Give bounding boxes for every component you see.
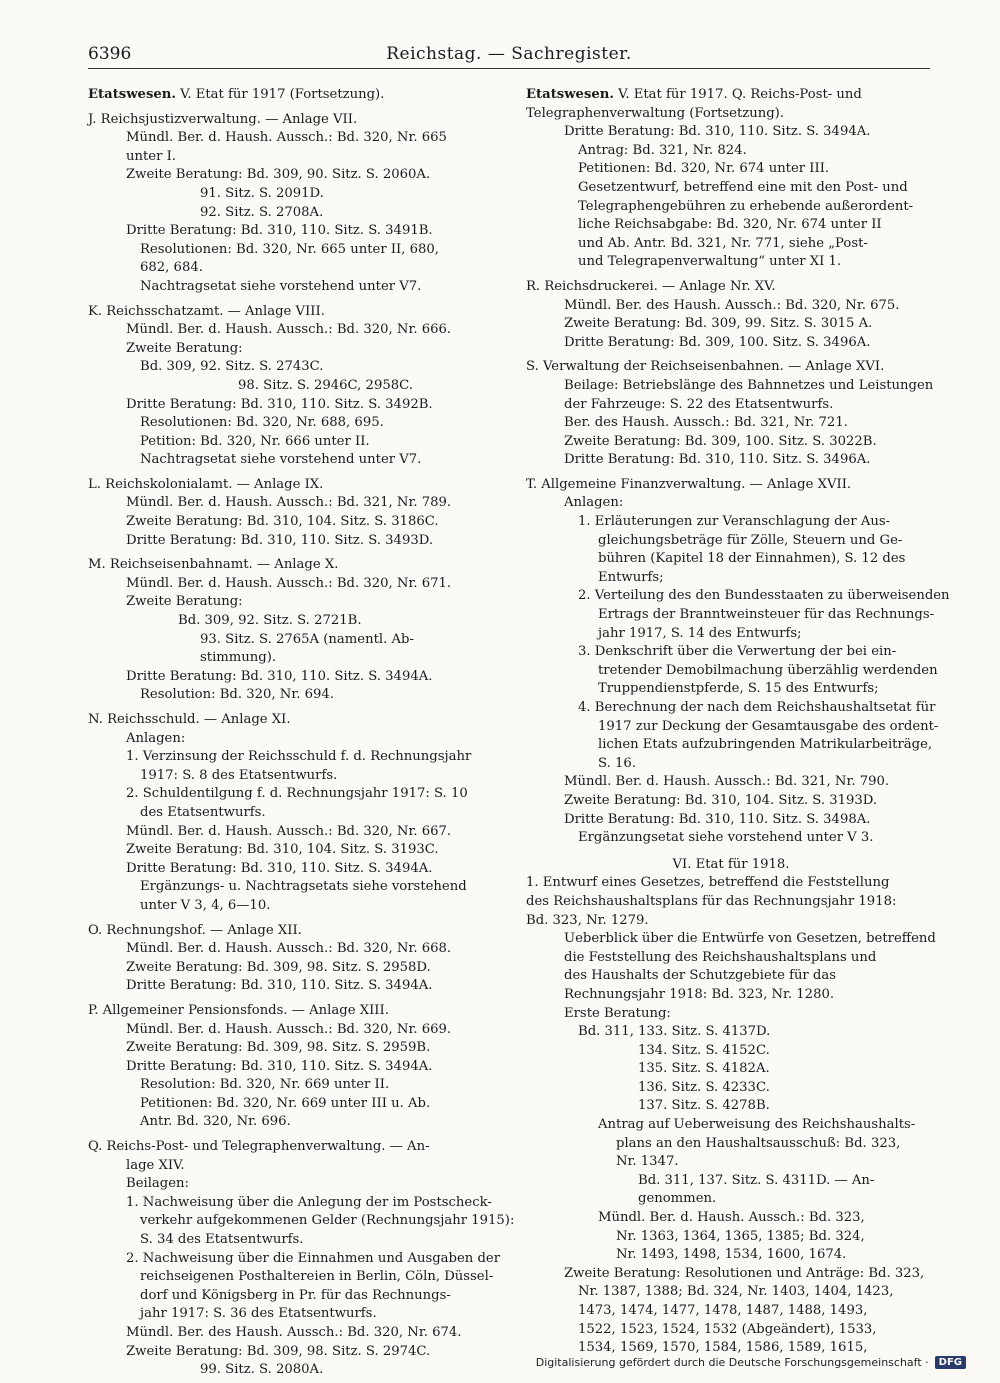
footer-text: Digitalisierung gefördert durch die Deutsche Forschungsgemeinschaft ·: [535, 1356, 929, 1369]
text-line: Zweite Beratung: Bd. 309, 98. Sitz. S. 2959B.: [126, 1040, 431, 1056]
text-line: Petitionen: Bd. 320, Nr. 674 unter III.: [578, 161, 830, 177]
text-line: Nr. 1387, 1388; Bd. 324, Nr. 1403, 1404, 1423,: [578, 1284, 894, 1300]
page-header: [88, 40, 930, 66]
text-line: Entwurfs;: [598, 569, 664, 585]
left-column: [88, 86, 515, 1380]
text-line: verkehr aufgekommenen Gelder (Rechnungsjahr 1915):: [140, 1213, 515, 1229]
text-line: 1. Erläuterungen zur Veranschlagung der Aus-: [578, 514, 891, 530]
text-line: 1. Nachweisung über die Anlegung der im Postscheck-: [126, 1194, 492, 1210]
text-line: T. Allgemeine Finanzverwaltung. — Anlage XVII.: [526, 476, 852, 492]
text-line: Ergänzungsetat siehe vorstehend unter V 3.: [578, 830, 874, 846]
header-rule: [88, 68, 930, 69]
text-line: Dritte Beratung: Bd. 309, 100. Sitz. S. 3496A.: [564, 334, 871, 350]
text-line: Mündl. Ber. des Haush. Aussch.: Bd. 320, Nr. 674.: [126, 1325, 462, 1340]
text-line: 134. Sitz. S. 4152C.: [638, 1042, 770, 1058]
text-line: 1. Entwurf eines Gesetzes, betreffend die Feststellung: [526, 875, 890, 891]
text-line: Rechnungsjahr 1918: Bd. 323, Nr. 1280.: [564, 986, 835, 1002]
text-line: Anlagen:: [564, 495, 624, 511]
text-line: 1917: S. 8 des Etatsentwurfs.: [140, 767, 338, 783]
text-line: Petition: Bd. 320, Nr. 666 unter II.: [140, 433, 370, 449]
text-line: Zweite Beratung:: [126, 594, 243, 610]
text-line: Zweite Beratung:: [126, 340, 243, 356]
text-line: 92. Sitz. S. 2708A.: [200, 204, 324, 220]
text-line: 99. Sitz. S. 2080A.: [200, 1362, 324, 1378]
text-line: S. Verwaltung der Reichseisenbahnen. — Anlage XVI.: [526, 359, 885, 375]
text-line: Beilagen:: [126, 1176, 189, 1192]
text-line: Mündl. Ber. des Haush. Aussch.: Bd. 320, Nr. 675.: [564, 297, 900, 313]
text-line: 91. Sitz. S. 2091D.: [200, 185, 324, 201]
running-title: Reichstag. — Sachregister.: [386, 44, 632, 64]
text-line: bühren (Kapitel 18 der Einnahmen), S. 12 des: [598, 551, 906, 567]
text-line: 93. Sitz. S. 2765A (namentl. Ab-: [200, 631, 414, 647]
text-line: Etatswesen. V. Etat für 1917 (Fortsetzung).: [88, 87, 385, 102]
text-line: Ergänzungs- u. Nachtragsetats siehe vorstehend: [140, 879, 467, 895]
text-line: Resolution: Bd. 320, Nr. 694.: [140, 687, 334, 703]
text-line: Erste Beratung:: [564, 1005, 671, 1021]
text-line: Dritte Beratung: Bd. 310, 110. Sitz. S. 3493D.: [126, 532, 434, 548]
text-line: Bd. 311, 137. Sitz. S. 4311D. — An-: [638, 1172, 875, 1188]
text-line: Q. Reichs-Post- und Telegraphenverwaltung. — An-: [88, 1139, 430, 1155]
text-line: plans an den Haushaltsausschuß: Bd. 323,: [616, 1135, 901, 1151]
text-line: Zweite Beratung: Bd. 309, 100. Sitz. S. 3022B.: [564, 433, 877, 449]
text-line: unter V 3, 4, 6—10.: [140, 897, 271, 913]
text-line: Telegraphenverwaltung (Fortsetzung).: [526, 105, 784, 121]
text-line: Zweite Beratung: Bd. 310, 104. Sitz. S. 3186C.: [126, 514, 439, 530]
text-line: Telegraphengebühren zu erhebende außerordent-: [578, 198, 914, 214]
text-line: 2. Schuldentilgung f. d. Rechnungsjahr 1917: S. 10: [126, 786, 468, 802]
text-line: Mündl. Ber. d. Haush. Aussch.: Bd. 320, Nr. 669.: [126, 1021, 452, 1037]
text-line: 1. Verzinsung der Reichsschuld f. d. Rechnungsjahr: [126, 749, 472, 765]
text-line: Zweite Beratung: Bd. 309, 99. Sitz. S. 3015 A.: [564, 316, 873, 332]
text-line: Zweite Beratung: Bd. 310, 104. Sitz. S. 3193C.: [126, 842, 439, 858]
footer: [536, 1356, 966, 1369]
text-line: Zweite Beratung: Bd. 309, 98. Sitz. S. 2974C.: [126, 1343, 431, 1359]
text-line: S. 16.: [598, 755, 636, 771]
text-line: Zweite Beratung: Bd. 309, 98. Sitz. S. 2958D.: [126, 959, 431, 975]
text-line: Petitionen: Bd. 320, Nr. 669 unter III u. Ab.: [140, 1095, 431, 1111]
text-line: Resolutionen: Bd. 320, Nr. 688, 695.: [140, 415, 384, 431]
text-line: gleichungsbeträge für Zölle, Steuern und Ge-: [598, 532, 903, 548]
text-line: Truppendienstpferde, S. 15 des Entwurfs;: [598, 681, 879, 697]
text-line: Antrag: Bd. 321, Nr. 824.: [578, 142, 747, 158]
text-line: Mündl. Ber. d. Haush. Aussch.: Bd. 320, Nr. 668.: [126, 941, 452, 957]
text-line: Gesetzentwurf, betreffend eine mit den Post- und: [578, 179, 908, 195]
text-line: reichseigenen Posthaltereien in Berlin, Cöln, Düssel-: [140, 1269, 494, 1285]
text-line: des Haushalts der Schutzgebiete für das: [564, 968, 837, 984]
dfg-logo: DFG: [935, 1356, 966, 1369]
text-line: Zweite Beratung: Bd. 309, 90. Sitz. S. 2060A.: [126, 167, 431, 183]
text-line: Bd. 309, 92. Sitz. S. 2721B.: [178, 613, 362, 629]
text-line: tretender Demobilmachung überzählig werdenden: [598, 662, 938, 678]
text-line: Beilage: Betriebslänge des Bahnnetzes und Leistungen: [564, 377, 934, 393]
text-line: Ertrags der Branntweinsteuer für das Rechnungs-: [598, 607, 935, 623]
text-line: Bd. 323, Nr. 1279.: [526, 912, 649, 928]
text-line: Ueberblick über die Entwürfe von Gesetzen, betreffend: [564, 931, 936, 947]
text-line: Dritte Beratung: Bd. 310, 110. Sitz. S. 3496A.: [564, 452, 871, 468]
text-line: Bd. 311, 133. Sitz. S. 4137D.: [578, 1024, 771, 1040]
text-line: K. Reichsschatzamt. — Anlage VIII.: [88, 303, 325, 319]
text-line: Dritte Beratung: Bd. 310, 110. Sitz. S. 3494A.: [126, 978, 433, 994]
text-line: jahr 1917, S. 14 des Entwurfs;: [598, 625, 802, 641]
text-line: Mündl. Ber. d. Haush. Aussch.: Bd. 323,: [598, 1210, 865, 1226]
text-line: dorf und Königsberg in Pr. für das Rechnungs-: [140, 1287, 451, 1303]
text-line: Dritte Beratung: Bd. 310, 110. Sitz. S. 3494A.: [126, 668, 433, 684]
text-line: des Reichshaushaltsplans für das Rechnungsjahr 1918:: [526, 893, 897, 909]
text-line: Mündl. Ber. d. Haush. Aussch.: Bd. 320, Nr. 667.: [126, 823, 452, 839]
text-line: 4. Berechnung der nach dem Reichshaushaltsetat für: [578, 700, 936, 715]
text-line: R. Reichsdruckerei. — Anlage Nr. XV.: [526, 278, 776, 294]
text-line: VI. Etat für 1918.: [672, 856, 790, 872]
text-line: Antr. Bd. 320, Nr. 696.: [140, 1114, 291, 1130]
text-line: Dritte Beratung: Bd. 310, 110. Sitz. S. 3491B.: [126, 223, 433, 239]
text-line: 1534, 1569, 1570, 1584, 1586, 1589, 1615,: [578, 1340, 868, 1356]
text-line: 137. Sitz. S. 4278B.: [638, 1098, 770, 1114]
text-line: Dritte Beratung: Bd. 310, 110. Sitz. S. 3494A.: [564, 124, 871, 140]
text-line: 1522, 1523, 1524, 1532 (Abgeändert), 1533,: [578, 1321, 877, 1337]
text-line: 3. Denkschrift über die Verwertung der bei ein-: [578, 644, 897, 660]
text-line: Anlagen:: [126, 730, 186, 746]
text-line: 682, 684.: [140, 260, 203, 276]
text-line: 135. Sitz. S. 4182A.: [638, 1061, 770, 1077]
text-line: Mündl. Ber. d. Haush. Aussch.: Bd. 320, Nr. 665: [126, 130, 447, 146]
text-line: liche Reichsabgabe: Bd. 320, Nr. 674 unter II: [578, 217, 882, 233]
text-line: L. Reichskolonialamt. — Anlage IX.: [88, 476, 324, 492]
text-line: lage XIV.: [126, 1157, 185, 1173]
text-line: Resolutionen: Bd. 320, Nr. 665 unter II, 680,: [140, 241, 439, 257]
text-line: Dritte Beratung: Bd. 310, 110. Sitz. S. 3498A.: [564, 811, 871, 827]
text-line: Antrag auf Ueberweisung des Reichshaushalts-: [598, 1117, 916, 1133]
text-line: Dritte Beratung: Bd. 310, 110. Sitz. S. 3492B.: [126, 396, 433, 412]
text-line: P. Allgemeiner Pensionsfonds. — Anlage XIII.: [88, 1002, 389, 1018]
text-line: Zweite Beratung: Bd. 310, 104. Sitz. S. 3193D.: [564, 792, 878, 808]
text-line: M. Reichseisenbahnamt. — Anlage X.: [88, 557, 339, 573]
text-line: Nachtragsetat siehe vorstehend unter V7.: [140, 452, 422, 468]
text-line: Mündl. Ber. d. Haush. Aussch.: Bd. 320, Nr. 671.: [126, 575, 452, 591]
text-line: S. 34 des Etatsentwurfs.: [140, 1232, 304, 1248]
text-line: genommen.: [638, 1191, 717, 1207]
text-line: Nr. 1363, 1364, 1365, 1385; Bd. 324,: [616, 1228, 865, 1244]
text-line: unter I.: [126, 148, 176, 164]
text-line: O. Rechnungshof. — Anlage XII.: [88, 922, 302, 938]
text-line: Nr. 1493, 1498, 1534, 1600, 1674.: [616, 1247, 847, 1263]
text-line: 98. Sitz. S. 2946C, 2958C.: [238, 377, 413, 393]
text-line: des Etatsentwurfs.: [140, 804, 266, 820]
text-line: der Fahrzeuge: S. 22 des Etatsentwurfs.: [564, 396, 834, 412]
text-line: Dritte Beratung: Bd. 310, 110. Sitz. S. 3494A.: [126, 1058, 433, 1074]
text-line: jahr 1917: S. 36 des Etatsentwurfs.: [140, 1306, 377, 1322]
text-line: 1473, 1474, 1477, 1478, 1487, 1488, 1493,: [578, 1303, 868, 1318]
text-line: Resolution: Bd. 320, Nr. 669 unter II.: [140, 1077, 390, 1093]
text-line: 2. Verteilung des den Bundesstaaten zu überweisenden: [578, 588, 950, 604]
right-column: [526, 86, 950, 1358]
text-line: Nr. 1347.: [616, 1154, 679, 1170]
text-line: und Ab. Antr. Bd. 321, Nr. 771, siehe „Post-: [578, 235, 868, 251]
text-line: 2. Nachweisung über die Einnahmen und Ausgaben der: [126, 1250, 501, 1266]
text-line: Zweite Beratung: Resolutionen und Anträge: Bd. 323,: [564, 1265, 925, 1281]
text-line: Mündl. Ber. d. Haush. Aussch.: Bd. 321, Nr. 790.: [564, 774, 890, 790]
text-line: lichen Etats aufzubringenden Matrikularbeiträge,: [598, 737, 933, 753]
text-line: Mündl. Ber. d. Haush. Aussch.: Bd. 321, Nr. 789.: [126, 495, 452, 511]
text-line: stimmung).: [200, 650, 277, 666]
text-line: und Telegrapenverwaltung“ unter XI 1.: [578, 254, 842, 270]
text-line: 1917 zur Deckung der Gesamtausgabe des ordent-: [598, 718, 939, 734]
text-line: 136. Sitz. S. 4233C.: [638, 1079, 770, 1095]
text-line: J. Reichsjustizverwaltung. — Anlage VII.: [88, 111, 358, 127]
text-line: die Feststellung des Reichshaushaltsplans und: [564, 949, 877, 965]
text-line: Ber. des Haush. Aussch.: Bd. 321, Nr. 721.: [564, 415, 848, 431]
text-line: Nachtragsetat siehe vorstehend unter V7.: [140, 278, 422, 294]
text-line: Dritte Beratung: Bd. 310, 110. Sitz. S. 3494A.: [126, 860, 433, 876]
text-line: Mündl. Ber. d. Haush. Aussch.: Bd. 320, Nr. 666.: [126, 322, 452, 338]
text-line: Etatswesen. V. Etat für 1917. Q. Reichs-Post- und: [526, 87, 862, 102]
page-number: 6396: [88, 44, 132, 64]
text-line: Bd. 309, 92. Sitz. S. 2743C.: [140, 359, 324, 375]
text-line: N. Reichsschuld. — Anlage XI.: [88, 712, 291, 727]
